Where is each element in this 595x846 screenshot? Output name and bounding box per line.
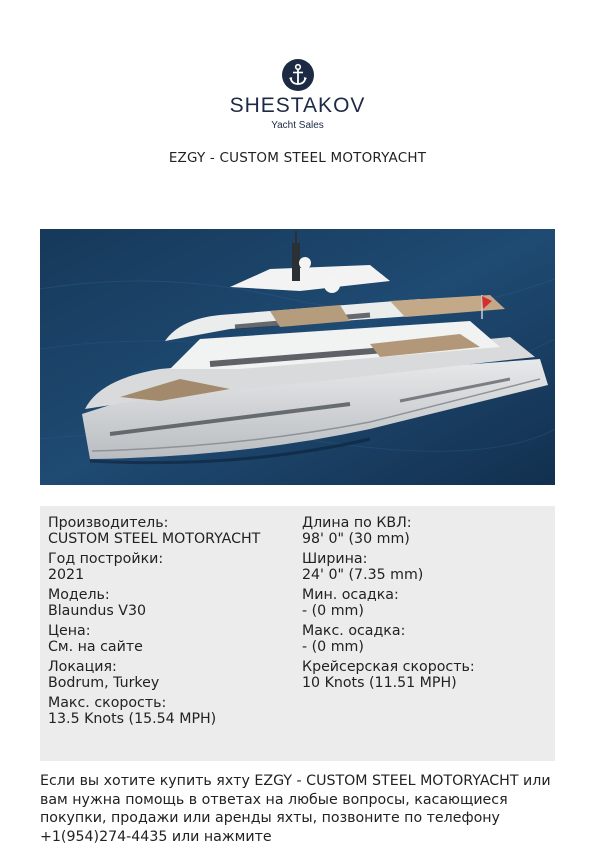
spec-value: 24' 0" (7.35 mm) [302, 567, 424, 583]
spec-min-draft [302, 587, 547, 619]
spec-value: Blaundus V30 [48, 603, 147, 619]
spec-label: Локация: [48, 659, 117, 675]
spec-max-draft [302, 623, 547, 655]
spec-manufacturer [48, 515, 293, 547]
spec-value: 10 Knots (11.51 MPH) [302, 675, 457, 691]
spec-label: Крейсерская скорость: [302, 659, 475, 675]
spec-value: 98' 0" (30 mm) [302, 531, 410, 547]
spec-label: Год постройки: [48, 551, 164, 567]
spec-label: Макс. осадка: [302, 623, 406, 639]
spec-label: Макс. скорость: [48, 695, 167, 711]
spec-value: - (0 mm) [302, 639, 364, 655]
spec-value: См. на сайте [48, 639, 143, 655]
spec-value: CUSTOM STEEL MOTORYACHT [48, 531, 261, 547]
spec-label: Цена: [48, 623, 91, 639]
spec-label: Производитель: [48, 515, 169, 531]
spec-year [48, 551, 293, 583]
page-title: EZGY - CUSTOM STEEL MOTORYACHT [168, 150, 427, 166]
spec-beam [302, 551, 547, 583]
spec-location [48, 659, 293, 691]
specs-left-column [48, 515, 293, 731]
spec-cruise-speed [302, 659, 547, 691]
spec-value: 13.5 Knots (15.54 MPH) [48, 711, 217, 727]
yacht-photo [40, 229, 555, 485]
logo [0, 58, 595, 131]
brand-name: SHESTAKOV [229, 94, 366, 117]
spec-label: Модель: [48, 587, 110, 603]
spec-value: Bodrum, Turkey [48, 675, 160, 691]
spec-label: Длина по КВЛ: [302, 515, 412, 531]
spec-max-speed [48, 695, 293, 727]
contact-description: Если вы хотите купить яхту EZGY - CUSTOM STEEL MOTORYACHT или вам нужна помощь в ответах на любые вопросы, касающиеся покупки, продажи или аренды яхты, позвоните по телефону +1(954)274-4435 или нажмите [40, 773, 551, 845]
spec-value: - (0 mm) [302, 603, 364, 619]
anchor-icon [281, 58, 315, 92]
spec-price [48, 623, 293, 655]
spec-value: 2021 [48, 567, 85, 583]
spec-model [48, 587, 293, 619]
specs-right-column [302, 515, 547, 695]
spec-lwl [302, 515, 547, 547]
spec-label: Мин. осадка: [302, 587, 399, 603]
brand-subtitle: Yacht Sales [271, 120, 324, 131]
spec-label: Ширина: [302, 551, 368, 567]
specs-panel [40, 506, 555, 761]
